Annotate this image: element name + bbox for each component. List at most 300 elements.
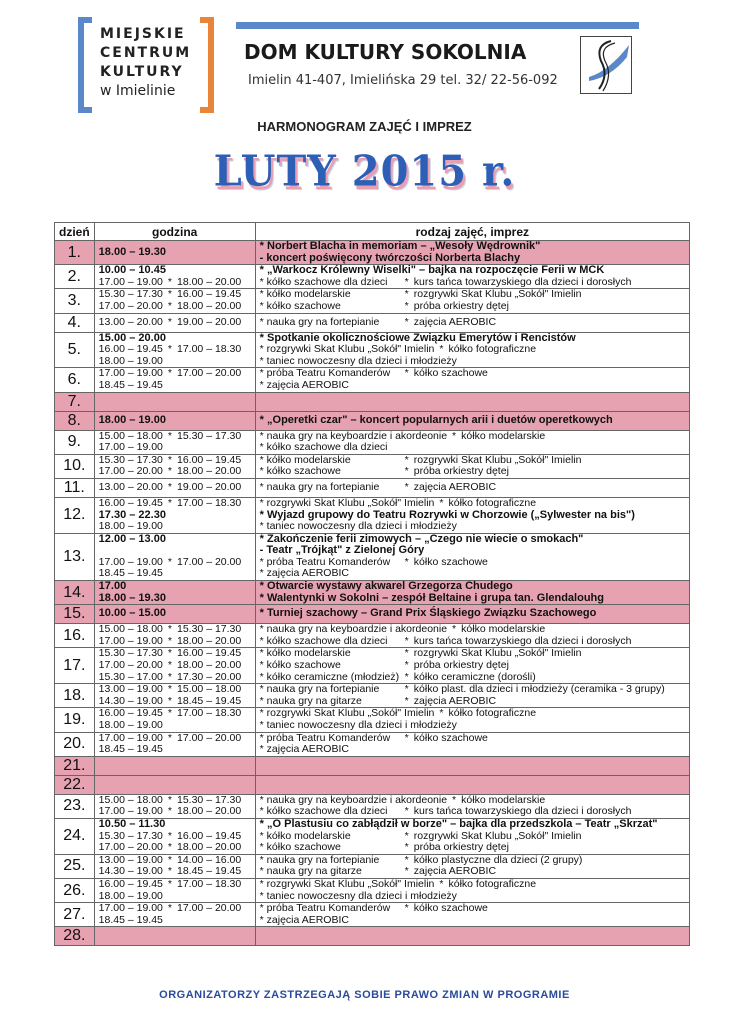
time-range: 18.00 – 19.00 xyxy=(98,520,163,533)
event-line xyxy=(260,521,685,533)
separator: * xyxy=(404,902,409,915)
day-cell: 22. xyxy=(55,775,95,794)
events-cell xyxy=(255,624,689,648)
address: Imielin 41-407, Imielińska 29 tel. 32/ 22-56-092 xyxy=(248,73,558,88)
separator: * xyxy=(167,731,172,744)
separator: * xyxy=(404,829,409,842)
activity: * próba Teatru Komanderów xyxy=(259,555,391,568)
table-row xyxy=(55,648,690,684)
activity: * nauka gry na keyboardzie i akordeonie xyxy=(259,623,448,636)
activity: * kółko szachowe dla dzieci xyxy=(259,441,388,454)
time-line xyxy=(99,593,251,605)
activity: * kółko szachowe xyxy=(259,299,341,312)
hours-cell xyxy=(94,903,255,927)
table-row xyxy=(55,497,690,533)
day-cell: 12. xyxy=(55,497,95,533)
time-range: 17.00 – 19.00 xyxy=(98,555,163,568)
time-range: 18.00 – 19.00 xyxy=(98,719,163,731)
activity: próba orkiestry dętej xyxy=(413,299,509,312)
time-range: 17.00 – 19.00 xyxy=(98,731,163,744)
events-cell xyxy=(255,265,689,289)
time-range: 18.45 – 19.45 xyxy=(98,743,163,756)
event-line xyxy=(260,672,685,684)
table-row xyxy=(55,708,690,732)
events-cell xyxy=(255,454,689,478)
table-row xyxy=(55,313,690,332)
event-line xyxy=(260,253,685,265)
hours-cell xyxy=(94,368,255,392)
time-line xyxy=(99,636,251,648)
events-cell xyxy=(255,927,689,946)
sokolnia-logo-icon xyxy=(580,36,632,94)
time-range: 13.00 – 20.00 xyxy=(98,481,163,494)
activity: * „Operetki czar" – koncert popularnych arii i duetów operetkowych xyxy=(259,413,613,426)
separator: * xyxy=(167,683,172,696)
activity: * rozgrywki Skat Klubu „Sokół" Imielin xyxy=(259,877,435,890)
activity: * kółko modelarskie xyxy=(259,829,351,842)
day-cell: 7. xyxy=(55,392,95,411)
time-range: 17.00 – 20.00 xyxy=(177,731,242,744)
separator: * xyxy=(452,623,457,636)
table-row xyxy=(55,684,690,708)
header-bar xyxy=(236,22,639,29)
activity: * nauka gry na fortepianie xyxy=(259,853,380,866)
table-row xyxy=(55,581,690,605)
separator: * xyxy=(404,275,409,288)
table-row xyxy=(55,332,690,368)
time-range: 17.00 – 18.30 xyxy=(177,496,242,509)
events-cell xyxy=(255,818,689,854)
activity: * nauka gry na keyboardzie i akordeonie xyxy=(259,429,448,442)
separator: * xyxy=(404,670,409,683)
time-range: 17.00 – 20.00 xyxy=(177,902,242,915)
day-cell: 23. xyxy=(55,794,95,818)
activity: kółko plast. dla dzieci i młodzieży (ceramika - 3 grupy) xyxy=(413,683,665,696)
activity: kurs tańca towarzyskiego dla dzieci i dorosłych xyxy=(413,275,632,288)
table-row xyxy=(55,732,690,756)
time-range: 16.00 – 19.45 xyxy=(98,343,163,356)
activity: * nauka gry na gitarze xyxy=(259,694,362,707)
events-cell xyxy=(255,756,689,775)
day-cell: 15. xyxy=(55,605,95,624)
time-range: 19.00 – 20.00 xyxy=(177,315,242,328)
separator: * xyxy=(439,343,444,356)
time-line xyxy=(99,277,251,289)
activity: * kółko modelarskie xyxy=(259,647,351,660)
hours-cell xyxy=(94,605,255,624)
event-line xyxy=(260,891,685,903)
events-cell xyxy=(255,684,689,708)
activity: * rozgrywki Skat Klubu „Sokół" Imielin xyxy=(259,707,435,720)
event-line xyxy=(260,636,685,648)
separator: * xyxy=(452,429,457,442)
separator: * xyxy=(167,275,172,288)
table-row xyxy=(55,878,690,902)
event-line xyxy=(260,744,685,756)
month-title: LUTY 2015 r. xyxy=(213,146,516,197)
time-line xyxy=(99,521,251,533)
schedule-table xyxy=(54,222,690,946)
separator: * xyxy=(404,659,409,672)
event-line xyxy=(260,356,685,368)
activity: kółko modelarskie xyxy=(461,623,546,636)
time-range: 10.50 – 11.30 xyxy=(98,817,166,830)
activity: * rozgrywki Skat Klubu „Sokół" Imielin xyxy=(259,496,435,509)
time-line xyxy=(99,581,251,593)
time-range: 15.30 – 17.30 xyxy=(177,793,242,806)
time-range: 15.30 – 17.00 xyxy=(98,670,163,683)
time-line xyxy=(99,356,251,368)
event-line xyxy=(260,317,685,329)
time-range: 10.00 – 15.00 xyxy=(98,607,166,620)
time-range: 17.00 – 20.00 xyxy=(177,555,242,568)
event-line xyxy=(260,608,685,620)
activity: kółko szachowe xyxy=(413,555,488,568)
separator: * xyxy=(404,683,409,696)
day-cell: 17. xyxy=(55,648,95,684)
activity: próba orkiestry dętej xyxy=(413,841,509,854)
activity: kółko fotograficzne xyxy=(448,707,537,720)
events-cell xyxy=(255,332,689,368)
separator: * xyxy=(439,707,444,720)
activity: - Teatr „Trójkąt" z Zielonej Góry xyxy=(259,544,425,557)
activity: rozgrywki Skat Klubu „Sokół" Imielin xyxy=(413,647,582,660)
header-hours: godzina xyxy=(94,223,255,241)
activity: * kółko ceramiczne (młodzież) xyxy=(259,670,400,683)
time-range: 18.00 – 20.00 xyxy=(177,275,242,288)
activity: kółko ceramiczne (dorośli) xyxy=(413,670,536,683)
activity: zajęcia AEROBIC xyxy=(413,481,497,494)
event-line xyxy=(260,806,685,818)
event-line xyxy=(260,842,685,854)
hours-cell xyxy=(94,732,255,756)
time-range: 18.00 – 20.00 xyxy=(177,465,242,478)
activity: * „O Plastusiu co zabłądził w borze" – bajka dla przedszkola – Teatr „Skrzat" xyxy=(259,817,658,830)
time-range: 18.00 – 20.00 xyxy=(177,841,242,854)
activity: * kółko modelarskie xyxy=(259,288,351,301)
activity: * próba Teatru Komanderów xyxy=(259,731,391,744)
table-row xyxy=(55,854,690,878)
activity: kółko szachowe xyxy=(413,367,488,380)
separator: * xyxy=(167,465,172,478)
events-cell xyxy=(255,794,689,818)
hours-cell xyxy=(94,313,255,332)
events-cell xyxy=(255,368,689,392)
time-range: 15.30 – 17.30 xyxy=(98,829,163,842)
table-row xyxy=(55,478,690,497)
activity: * Otwarcie wystawy akwarel Grzegorza Chudego xyxy=(259,580,513,593)
hours-cell xyxy=(94,878,255,902)
time-range: 12.00 – 13.00 xyxy=(98,532,166,545)
events-cell xyxy=(255,411,689,430)
time-line xyxy=(99,744,251,756)
hours-cell xyxy=(94,581,255,605)
activity: zajęcia AEROBIC xyxy=(413,315,497,328)
time-range: 14.30 – 19.00 xyxy=(98,694,163,707)
separator: * xyxy=(167,634,172,647)
table-row xyxy=(55,392,690,411)
activity: * kółko szachowe xyxy=(259,841,341,854)
hours-cell xyxy=(94,648,255,684)
separator: * xyxy=(404,288,409,301)
separator: * xyxy=(167,853,172,866)
day-cell: 1. xyxy=(55,241,95,265)
separator: * xyxy=(404,555,409,568)
activity: * zajęcia AEROBIC xyxy=(259,743,349,756)
hours-cell xyxy=(94,854,255,878)
logo-line: MIEJSKIE xyxy=(100,26,186,42)
events-cell xyxy=(255,313,689,332)
events-cell xyxy=(255,392,689,411)
page-title: DOM KULTURY SOKOLNIA xyxy=(244,40,527,64)
hours-cell xyxy=(94,818,255,854)
time-range: 16.00 – 19.45 xyxy=(98,496,163,509)
time-range: 18.45 – 19.45 xyxy=(98,567,163,580)
events-cell xyxy=(255,497,689,533)
event-line xyxy=(260,277,685,289)
activity: * Turniej szachowy – Grand Prix Śląskiego Związku Szachowego xyxy=(259,607,597,620)
time-range: 15.00 – 18.00 xyxy=(177,683,242,696)
activity: * kółko szachowe dla dzieci xyxy=(259,275,388,288)
time-range: 15.30 – 17.30 xyxy=(177,429,242,442)
event-line xyxy=(260,866,685,878)
time-line xyxy=(99,498,251,510)
separator: * xyxy=(439,496,444,509)
events-cell xyxy=(255,732,689,756)
day-cell: 5. xyxy=(55,332,95,368)
time-range: 17.00 – 18.30 xyxy=(177,877,242,890)
time-line xyxy=(99,866,251,878)
day-cell: 26. xyxy=(55,878,95,902)
activity: rozgrywki Skat Klubu „Sokół" Imielin xyxy=(413,288,582,301)
header-events: rodzaj zajęć, imprez xyxy=(255,223,689,241)
day-cell: 25. xyxy=(55,854,95,878)
activity: próba orkiestry dętej xyxy=(413,465,509,478)
event-line xyxy=(260,415,685,427)
separator: * xyxy=(167,877,172,890)
activity: * kółko modelarskie xyxy=(259,453,351,466)
hours-cell xyxy=(94,927,255,946)
time-range: 17.00 – 20.00 xyxy=(98,659,163,672)
table-row xyxy=(55,775,690,794)
hours-cell xyxy=(94,497,255,533)
events-cell xyxy=(255,533,689,580)
event-line xyxy=(260,879,685,891)
time-range: 17.00 – 19.00 xyxy=(98,441,163,454)
table-row xyxy=(55,605,690,624)
activity: * Walentynki w Sokolni – zespół Beltaine i grupa tan. Glendalouhg xyxy=(259,591,604,604)
time-range: 18.00 – 20.00 xyxy=(177,805,242,818)
activity: * kółko szachowe dla dzieci xyxy=(259,634,388,647)
time-line xyxy=(99,720,251,732)
event-line xyxy=(260,442,685,454)
separator: * xyxy=(404,367,409,380)
separator: * xyxy=(167,481,172,494)
hours-cell xyxy=(94,533,255,580)
time-line xyxy=(99,696,251,708)
activity: * zajęcia AEROBIC xyxy=(259,913,349,926)
separator: * xyxy=(439,877,444,890)
time-range: 18.00 – 20.00 xyxy=(177,659,242,672)
time-range: 18.45 – 19.45 xyxy=(98,378,163,391)
day-cell: 6. xyxy=(55,368,95,392)
activity: * „Warkocz Królewny Wiselki" – bajka na rozpoczęcie Ferii w MCK xyxy=(259,264,605,277)
footer-note: ORGANIZATORZY ZASTRZEGAJĄ SOBIE PRAWO ZMIAN W PROGRAMIE xyxy=(159,989,570,1001)
activity: zajęcia AEROBIC xyxy=(413,865,497,878)
separator: * xyxy=(404,481,409,494)
table-row xyxy=(55,430,690,454)
activity: * nauka gry na fortepianie xyxy=(259,315,380,328)
table-row xyxy=(55,265,690,289)
activity: kurs tańca towarzyskiego dla dzieci i dorosłych xyxy=(413,805,632,818)
activity: kółko fotograficzne xyxy=(448,343,537,356)
activity: kółko fotograficzne xyxy=(448,496,537,509)
hours-cell xyxy=(94,411,255,430)
time-range: 15.00 – 20.00 xyxy=(98,331,166,344)
separator: * xyxy=(167,367,172,380)
separator: * xyxy=(404,865,409,878)
separator: * xyxy=(404,694,409,707)
activity: * rozgrywki Skat Klubu „Sokół" Imielin xyxy=(259,343,435,356)
hours-cell xyxy=(94,289,255,313)
time-range: 17.00 xyxy=(98,580,127,593)
separator: * xyxy=(404,841,409,854)
activity: * taniec nowoczesny dla dzieci i młodzieży xyxy=(259,719,457,731)
separator: * xyxy=(167,902,172,915)
activity: * taniec nowoczesny dla dzieci i młodzieży xyxy=(259,520,457,533)
table-row xyxy=(55,533,690,580)
separator: * xyxy=(404,731,409,744)
time-range: 10.00 – 10.45 xyxy=(98,264,166,277)
activity: * zajęcia AEROBIC xyxy=(259,378,349,391)
subtitle: HARMONOGRAM ZAJĘĆ I IMPREZ xyxy=(257,119,472,134)
time-range: 17.00 – 20.00 xyxy=(98,841,163,854)
event-line xyxy=(260,568,685,580)
time-line xyxy=(99,380,251,392)
time-line xyxy=(99,442,251,454)
day-cell: 28. xyxy=(55,927,95,946)
event-line xyxy=(260,660,685,672)
activity: rozgrywki Skat Klubu „Sokół" Imielin xyxy=(413,829,582,842)
day-cell: 19. xyxy=(55,708,95,732)
hours-cell xyxy=(94,794,255,818)
activity: zajęcia AEROBIC xyxy=(413,694,497,707)
time-range: 18.00 – 19.00 xyxy=(98,354,163,367)
table-row xyxy=(55,241,690,265)
logo-line: CENTRUM xyxy=(100,45,192,61)
event-line xyxy=(260,241,685,253)
time-line xyxy=(99,842,251,854)
separator: * xyxy=(404,299,409,312)
activity: * próba Teatru Komanderów xyxy=(259,902,391,915)
separator: * xyxy=(452,793,457,806)
time-range: 13.00 – 20.00 xyxy=(98,315,163,328)
activity: * kółko szachowe xyxy=(259,465,341,478)
hours-cell xyxy=(94,430,255,454)
time-range: 18.00 – 19.30 xyxy=(98,591,166,604)
event-line xyxy=(260,380,685,392)
hours-cell xyxy=(94,392,255,411)
separator: * xyxy=(167,707,172,720)
time-range: 16.00 – 19.45 xyxy=(177,647,242,660)
table-row xyxy=(55,794,690,818)
time-range: 17.30 – 20.00 xyxy=(177,670,242,683)
time-range: 18.45 – 19.45 xyxy=(98,913,163,926)
time-range: 15.00 – 18.00 xyxy=(98,429,163,442)
day-cell: 27. xyxy=(55,903,95,927)
time-range: 14.30 – 19.00 xyxy=(98,865,163,878)
day-cell: 24. xyxy=(55,818,95,854)
logo-bracket-right xyxy=(200,17,214,113)
time-range: 17.00 – 19.00 xyxy=(98,902,163,915)
time-line xyxy=(99,247,251,259)
events-cell xyxy=(255,581,689,605)
hours-cell xyxy=(94,624,255,648)
time-range: 18.00 – 19.00 xyxy=(98,413,166,426)
time-range: 15.30 – 17.30 xyxy=(177,623,242,636)
table-row xyxy=(55,454,690,478)
time-line xyxy=(99,891,251,903)
day-cell: 4. xyxy=(55,313,95,332)
time-range: 17.00 – 19.00 xyxy=(98,367,163,380)
time-range: 15.00 – 18.00 xyxy=(98,793,163,806)
activity: * Norbert Blacha in memoriam – „Wesoły Wędrownik" xyxy=(259,240,541,252)
day-cell: 3. xyxy=(55,289,95,313)
event-line xyxy=(260,696,685,708)
hours-cell xyxy=(94,775,255,794)
separator: * xyxy=(167,623,172,636)
time-line xyxy=(99,344,251,356)
time-line xyxy=(99,482,251,494)
event-line xyxy=(260,466,685,478)
time-range: 17.30 – 22.30 xyxy=(98,508,166,521)
event-line xyxy=(260,344,685,356)
time-range: 16.00 – 19.45 xyxy=(98,877,163,890)
time-line xyxy=(99,879,251,891)
day-cell: 16. xyxy=(55,624,95,648)
events-cell xyxy=(255,289,689,313)
time-range: 15.30 – 17.30 xyxy=(98,288,163,301)
separator: * xyxy=(404,853,409,866)
time-range: 13.00 – 19.00 xyxy=(98,683,163,696)
event-line xyxy=(260,819,685,831)
activity: kółko szachowe xyxy=(413,731,488,744)
hours-cell xyxy=(94,756,255,775)
separator: * xyxy=(167,694,172,707)
events-cell xyxy=(255,903,689,927)
separator: * xyxy=(167,288,172,301)
logo-line: KULTURY xyxy=(100,64,184,80)
time-range: 18.00 – 20.00 xyxy=(177,634,242,647)
hours-cell xyxy=(94,265,255,289)
table-row xyxy=(55,624,690,648)
activity: kółko szachowe xyxy=(413,902,488,915)
separator: * xyxy=(167,670,172,683)
time-line xyxy=(99,534,251,546)
event-line xyxy=(260,581,685,593)
time-line xyxy=(99,466,251,478)
separator: * xyxy=(404,453,409,466)
separator: * xyxy=(167,793,172,806)
activity: * próba Teatru Komanderów xyxy=(259,367,391,380)
time-range: 13.00 – 19.00 xyxy=(98,853,163,866)
activity: * nauka gry na gitarze xyxy=(259,865,362,878)
activity: kurs tańca towarzyskiego dla dzieci i dorosłych xyxy=(413,634,632,647)
events-cell xyxy=(255,605,689,624)
day-cell: 14. xyxy=(55,581,95,605)
time-range: 18.45 – 19.45 xyxy=(177,865,242,878)
table-row xyxy=(55,289,690,313)
